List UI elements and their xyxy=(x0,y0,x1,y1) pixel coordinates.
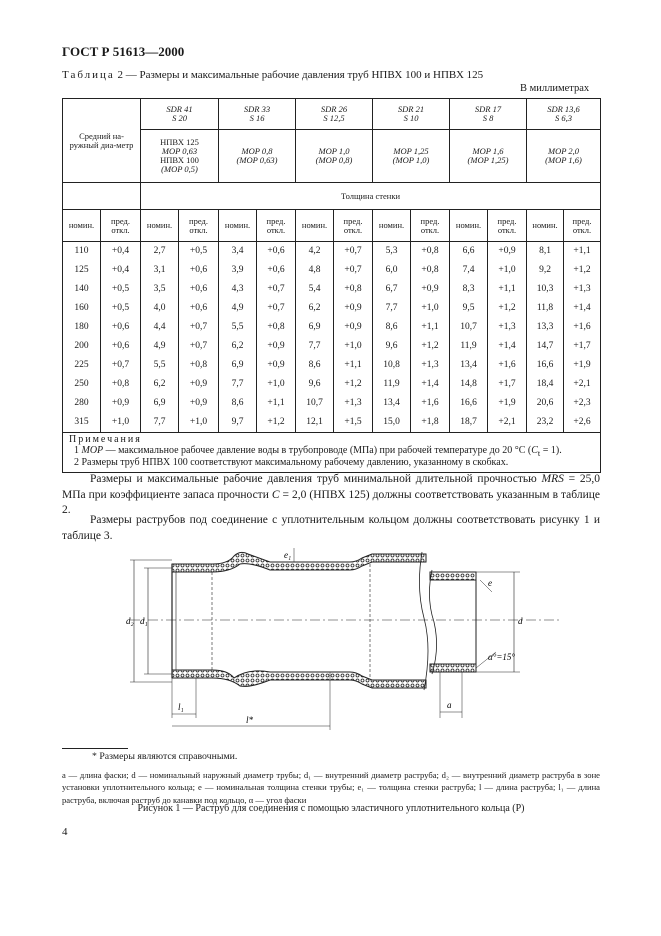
table-cell: +0,5 xyxy=(101,299,141,318)
table-cell: +0,9 xyxy=(334,318,373,337)
mop-header xyxy=(219,130,296,183)
table-cell: +0,7 xyxy=(334,261,373,280)
table-cell: +0,9 xyxy=(257,356,296,375)
table-caption-text: 2 — Размеры и максимальные рабочие давления труб НПВХ 100 и НПВХ 125 xyxy=(114,69,484,81)
table-cell: +0,4 xyxy=(101,261,141,280)
table-cell: +0,6 xyxy=(101,318,141,337)
s-value: S 20 xyxy=(172,113,187,123)
table-cell: +0,6 xyxy=(179,299,219,318)
table-cell: +0,9 xyxy=(334,299,373,318)
table-cell: +0,9 xyxy=(179,394,219,413)
sub-header: пред. откл. xyxy=(564,210,601,242)
table-cell: 8,3 xyxy=(450,280,488,299)
label-d2: d₂ xyxy=(126,616,134,626)
table-cell: +1,5 xyxy=(334,413,373,433)
table-cell: 11,9 xyxy=(450,337,488,356)
sdr-value: SDR 17 xyxy=(474,104,502,115)
table-cell: 10,3 xyxy=(527,280,564,299)
outer-diameter-header: Средний на-ружный диа-метр xyxy=(63,99,141,183)
table-cell: +1,0 xyxy=(411,299,450,318)
table-cell: +0,6 xyxy=(257,261,296,280)
table-cell: +1,4 xyxy=(488,337,527,356)
table-cell: 9,6 xyxy=(373,337,411,356)
table-cell: 125 xyxy=(63,261,101,280)
table-cell: +0,9 xyxy=(411,280,450,299)
table-row xyxy=(63,356,601,375)
table-cell: +0,8 xyxy=(101,375,141,394)
table-cell: +1,1 xyxy=(564,242,601,262)
sdr-header xyxy=(141,99,219,130)
note-2: 2 Размеры труб НПВХ 100 соответствуют максимальному рабочему давлению, указанному в скобках. xyxy=(74,457,509,469)
table-cell: 12,1 xyxy=(296,413,334,433)
table-cell: +0,7 xyxy=(257,280,296,299)
table-cell: +0,8 xyxy=(257,318,296,337)
table-cell: +1,9 xyxy=(488,394,527,413)
table-cell: +1,0 xyxy=(179,413,219,433)
page-number: 4 xyxy=(62,826,68,838)
table-cell: +1,0 xyxy=(257,375,296,394)
table-cell: 3,1 xyxy=(141,261,179,280)
table-cell: 23,2 xyxy=(527,413,564,433)
sub-header: номин. xyxy=(450,210,488,242)
mop-header xyxy=(296,130,373,183)
table-cell: 160 xyxy=(63,299,101,318)
pipe-upper-wall xyxy=(430,572,476,580)
footnote: * Размеры являются справочными. xyxy=(92,751,238,762)
mop-line: (MOP 1,6) xyxy=(545,155,582,165)
table-cell: 6,9 xyxy=(141,394,179,413)
socket-drawing xyxy=(120,548,560,738)
table-cell: 9,6 xyxy=(296,375,334,394)
blank-header-cell xyxy=(63,183,141,210)
table-cell: 16,6 xyxy=(450,394,488,413)
label-e1: e₁ xyxy=(284,550,292,560)
table-cell: +2,3 xyxy=(564,394,601,413)
table-cell: 6,9 xyxy=(296,318,334,337)
table-row xyxy=(63,299,601,318)
table-cell: 7,4 xyxy=(450,261,488,280)
table-row xyxy=(63,337,601,356)
sdr-value: SDR 13,6 xyxy=(547,104,580,115)
s-value: S 6,3 xyxy=(555,113,573,123)
table-cell: +1,3 xyxy=(564,280,601,299)
table-cell: 2,7 xyxy=(141,242,179,262)
sdr-header xyxy=(296,99,373,130)
table-cell: +1,8 xyxy=(411,413,450,433)
table-cell: 225 xyxy=(63,356,101,375)
table-caption-label: Таблица xyxy=(62,69,115,81)
table-cell: +1,9 xyxy=(564,356,601,375)
table-cell: 13,4 xyxy=(373,394,411,413)
table-cell: 140 xyxy=(63,280,101,299)
sub-header: номин. xyxy=(141,210,179,242)
s-value: S 16 xyxy=(249,113,265,123)
sub-header: номин. xyxy=(219,210,257,242)
table-cell: 6,9 xyxy=(219,356,257,375)
mop-line: (MOP 0,8) xyxy=(315,155,353,165)
table-cell: +0,7 xyxy=(257,299,296,318)
sub-header: пред. откл. xyxy=(179,210,219,242)
table-cell: +0,9 xyxy=(101,394,141,413)
table-cell: 18,7 xyxy=(450,413,488,433)
table-cell: +1,4 xyxy=(564,299,601,318)
table-cell: 8,6 xyxy=(219,394,257,413)
table-cell: +0,6 xyxy=(179,261,219,280)
sdr-value: SDR 41 xyxy=(166,104,193,115)
sdr-header xyxy=(219,99,296,130)
pipe-dimensions-table xyxy=(62,98,601,473)
table-cell: 4,8 xyxy=(296,261,334,280)
sub-header: пред. откл. xyxy=(411,210,450,242)
table-cell: +1,1 xyxy=(411,318,450,337)
mop-line: MOP 1,0 xyxy=(318,146,350,157)
mop-line: MOP 2,0 xyxy=(548,146,580,157)
table-cell: +1,2 xyxy=(411,337,450,356)
table-row xyxy=(63,242,601,262)
table-row xyxy=(63,261,601,280)
table-cell: +1,2 xyxy=(334,375,373,394)
mop-line: MOP 1,25 xyxy=(393,146,429,157)
table-cell: 315 xyxy=(63,413,101,433)
table-cell: +1,2 xyxy=(488,299,527,318)
label-alpha: α°=15° xyxy=(488,652,515,662)
document-code: ГОСТ Р 51613—2000 xyxy=(62,44,185,59)
table-cell: +1,0 xyxy=(334,337,373,356)
mop-line: (MOP 1,25) xyxy=(467,155,509,165)
footnote-rule xyxy=(62,748,128,749)
table-cell: 4,9 xyxy=(141,337,179,356)
table-cell: 16,6 xyxy=(527,356,564,375)
table-cell: 5,5 xyxy=(219,318,257,337)
sub-header: номин. xyxy=(63,210,101,242)
table-cell: 6,0 xyxy=(373,261,411,280)
mop-line: (MOP 1,0) xyxy=(392,155,430,165)
table-cell: +1,6 xyxy=(411,394,450,413)
table-cell: 10,8 xyxy=(373,356,411,375)
s-value: S 10 xyxy=(403,113,419,123)
table-cell: 4,3 xyxy=(219,280,257,299)
table-cell: 6,2 xyxy=(296,299,334,318)
mop-header xyxy=(450,130,527,183)
table-cell: +0,6 xyxy=(179,280,219,299)
table-cell: +0,9 xyxy=(488,242,527,262)
sdr-value: SDR 33 xyxy=(243,104,271,115)
mop-line: НПВХ 100 xyxy=(160,155,199,165)
mop-line: MOP 0,8 xyxy=(241,146,273,157)
socket-upper-wall xyxy=(172,552,426,572)
table-cell: 9,2 xyxy=(527,261,564,280)
table-cell: +0,6 xyxy=(257,242,296,262)
table-cell: +0,4 xyxy=(101,242,141,262)
table-cell: +1,7 xyxy=(564,337,601,356)
wall-thickness-header: Толщина стенки xyxy=(141,183,601,210)
table-cell: +0,6 xyxy=(101,337,141,356)
table-cell: 9,7 xyxy=(219,413,257,433)
table-cell: +1,2 xyxy=(564,261,601,280)
table-cell: +0,5 xyxy=(101,280,141,299)
sub-header: номин. xyxy=(527,210,564,242)
s-value: S 12,5 xyxy=(323,113,345,123)
label-d1: d₁ xyxy=(140,616,148,626)
table-notes xyxy=(63,433,601,473)
table-cell: 14,8 xyxy=(450,375,488,394)
sdr-value: SDR 21 xyxy=(397,104,425,115)
table-cell: 200 xyxy=(63,337,101,356)
table-cell: 10,7 xyxy=(296,394,334,413)
paragraph-2: Размеры раструбов под соединение с уплотнительным кольцом должны соответствовать рисунку 1 и таблице 3. xyxy=(62,514,600,542)
table-row xyxy=(63,280,601,299)
table-cell: 6,7 xyxy=(373,280,411,299)
table-cell: 11,8 xyxy=(527,299,564,318)
table-cell: +0,7 xyxy=(334,242,373,262)
mop-header xyxy=(373,130,450,183)
table-cell: 180 xyxy=(63,318,101,337)
table-cell: 4,9 xyxy=(219,299,257,318)
figure-caption: Рисунок 1 — Раструб для соединения с помощью эластичного уплотнительного кольца (Р) xyxy=(137,803,525,814)
label-a: a xyxy=(447,700,452,710)
table-cell: 13,3 xyxy=(527,318,564,337)
mop-header xyxy=(141,130,219,183)
mop-line: НПВХ 125 xyxy=(160,137,199,148)
table-cell: +0,7 xyxy=(101,356,141,375)
table-cell: 5,4 xyxy=(296,280,334,299)
table-cell: +2,1 xyxy=(564,375,601,394)
table-cell: 13,4 xyxy=(450,356,488,375)
table-cell: +0,9 xyxy=(257,337,296,356)
table-cell: 7,7 xyxy=(219,375,257,394)
table-cell: 5,3 xyxy=(373,242,411,262)
table-cell: 5,5 xyxy=(141,356,179,375)
figure-legend: a — длина фаски; d — номинальный наружный диаметр трубы; d₁ — внутренний диаметр раструба; d₂ — внутренний диаметр раструба в зоне установки уплотнительного кольца; e — номинальная толщина стенки трубы; e₁ — толщина стенки раструба; l — длина раструба; l₁ — длина раструба, включая раструб до канавки под кольцо, α — угол фаски xyxy=(62,770,600,805)
table-cell: 4,4 xyxy=(141,318,179,337)
mop-line: MOP 1,6 xyxy=(472,146,504,157)
table-cell: +0,8 xyxy=(411,242,450,262)
label-e: e xyxy=(488,578,492,588)
label-d: d xyxy=(518,616,523,626)
sub-header: пред. откл. xyxy=(488,210,527,242)
table-row xyxy=(63,394,601,413)
label-l1: l₁ xyxy=(178,702,184,712)
note-1: 1 MOP — максимальное рабочее давление воды в трубопроводе (МПа) при рабочей температуре до 20 °С $(C_t = 1)$. xyxy=(74,444,562,458)
table-cell: 3,9 xyxy=(219,261,257,280)
sdr-header xyxy=(450,99,527,130)
table-cell: 3,5 xyxy=(141,280,179,299)
mop-line: MOP 0,63 xyxy=(161,146,198,157)
table-cell: +0,9 xyxy=(179,375,219,394)
table-cell: +0,7 xyxy=(179,337,219,356)
table-cell: +1,4 xyxy=(411,375,450,394)
table-cell: 7,7 xyxy=(141,413,179,433)
table-cell: 6,2 xyxy=(219,337,257,356)
sub-header: пред. откл. xyxy=(101,210,141,242)
table-cell: 3,4 xyxy=(219,242,257,262)
notes-heading: Примечания xyxy=(69,434,142,445)
units-note: В миллиметрах xyxy=(520,83,590,94)
table-cell: 4,0 xyxy=(141,299,179,318)
mop-line: (MOP 0,5) xyxy=(161,163,198,174)
table-cell: +1,3 xyxy=(334,394,373,413)
table-cell: +0,8 xyxy=(179,356,219,375)
mop-line: (MOP 0,63) xyxy=(236,155,278,165)
table-cell: +1,0 xyxy=(101,413,141,433)
table-cell: 7,7 xyxy=(373,299,411,318)
table-cell: +1,1 xyxy=(257,394,296,413)
table-cell: 8,6 xyxy=(296,356,334,375)
mop-header xyxy=(527,130,601,183)
table-cell: 110 xyxy=(63,242,101,262)
table-cell: +0,8 xyxy=(334,280,373,299)
table-cell: 250 xyxy=(63,375,101,394)
table-cell: +1,2 xyxy=(257,413,296,433)
paragraph-1: Размеры и максимальные рабочие давления труб минимальной длительной прочностью MRS = 25,0 МПа при коэффициенте запаса прочности C = 2,0 (НПВХ 125) должны соответствовать указанным в таблице 2. xyxy=(62,473,600,517)
table-cell: 8,6 xyxy=(373,318,411,337)
table-row xyxy=(63,318,601,337)
table-cell: +0,8 xyxy=(411,261,450,280)
table-cell: +1,7 xyxy=(488,375,527,394)
table-cell: 20,6 xyxy=(527,394,564,413)
table-cell: +1,1 xyxy=(334,356,373,375)
table-cell: 14,7 xyxy=(527,337,564,356)
table-cell: +0,5 xyxy=(179,242,219,262)
table-cell: 280 xyxy=(63,394,101,413)
s-value: S 8 xyxy=(482,113,494,123)
table-cell: 9,5 xyxy=(450,299,488,318)
table-cell: 7,7 xyxy=(296,337,334,356)
sub-header: пред. откл. xyxy=(334,210,373,242)
table-cell: 11,9 xyxy=(373,375,411,394)
table-cell: 4,2 xyxy=(296,242,334,262)
table-cell: +1,6 xyxy=(488,356,527,375)
table-row xyxy=(63,413,601,433)
table-cell: +1,3 xyxy=(411,356,450,375)
table-cell: +1,3 xyxy=(488,318,527,337)
table-cell: 10,7 xyxy=(450,318,488,337)
sdr-header xyxy=(373,99,450,130)
sub-header: номин. xyxy=(373,210,411,242)
socket-lower-wall xyxy=(172,670,426,688)
table-cell: 18,4 xyxy=(527,375,564,394)
table-cell: +1,6 xyxy=(564,318,601,337)
sub-header: пред. откл. xyxy=(257,210,296,242)
sdr-value: SDR 26 xyxy=(320,104,348,115)
table-cell: +2,1 xyxy=(488,413,527,433)
table-cell: +1,1 xyxy=(488,280,527,299)
table-cell: 6,2 xyxy=(141,375,179,394)
table-cell: 6,6 xyxy=(450,242,488,262)
sub-header: номин. xyxy=(296,210,334,242)
table-row xyxy=(63,375,601,394)
table-cell: 15,0 xyxy=(373,413,411,433)
table-cell: +2,6 xyxy=(564,413,601,433)
table-cell: +0,7 xyxy=(179,318,219,337)
sdr-header xyxy=(527,99,601,130)
pipe-lower-wall xyxy=(430,664,476,672)
table-caption xyxy=(62,69,483,81)
label-l: l* xyxy=(246,715,254,725)
table-cell: 8,1 xyxy=(527,242,564,262)
table-cell: +1,0 xyxy=(488,261,527,280)
